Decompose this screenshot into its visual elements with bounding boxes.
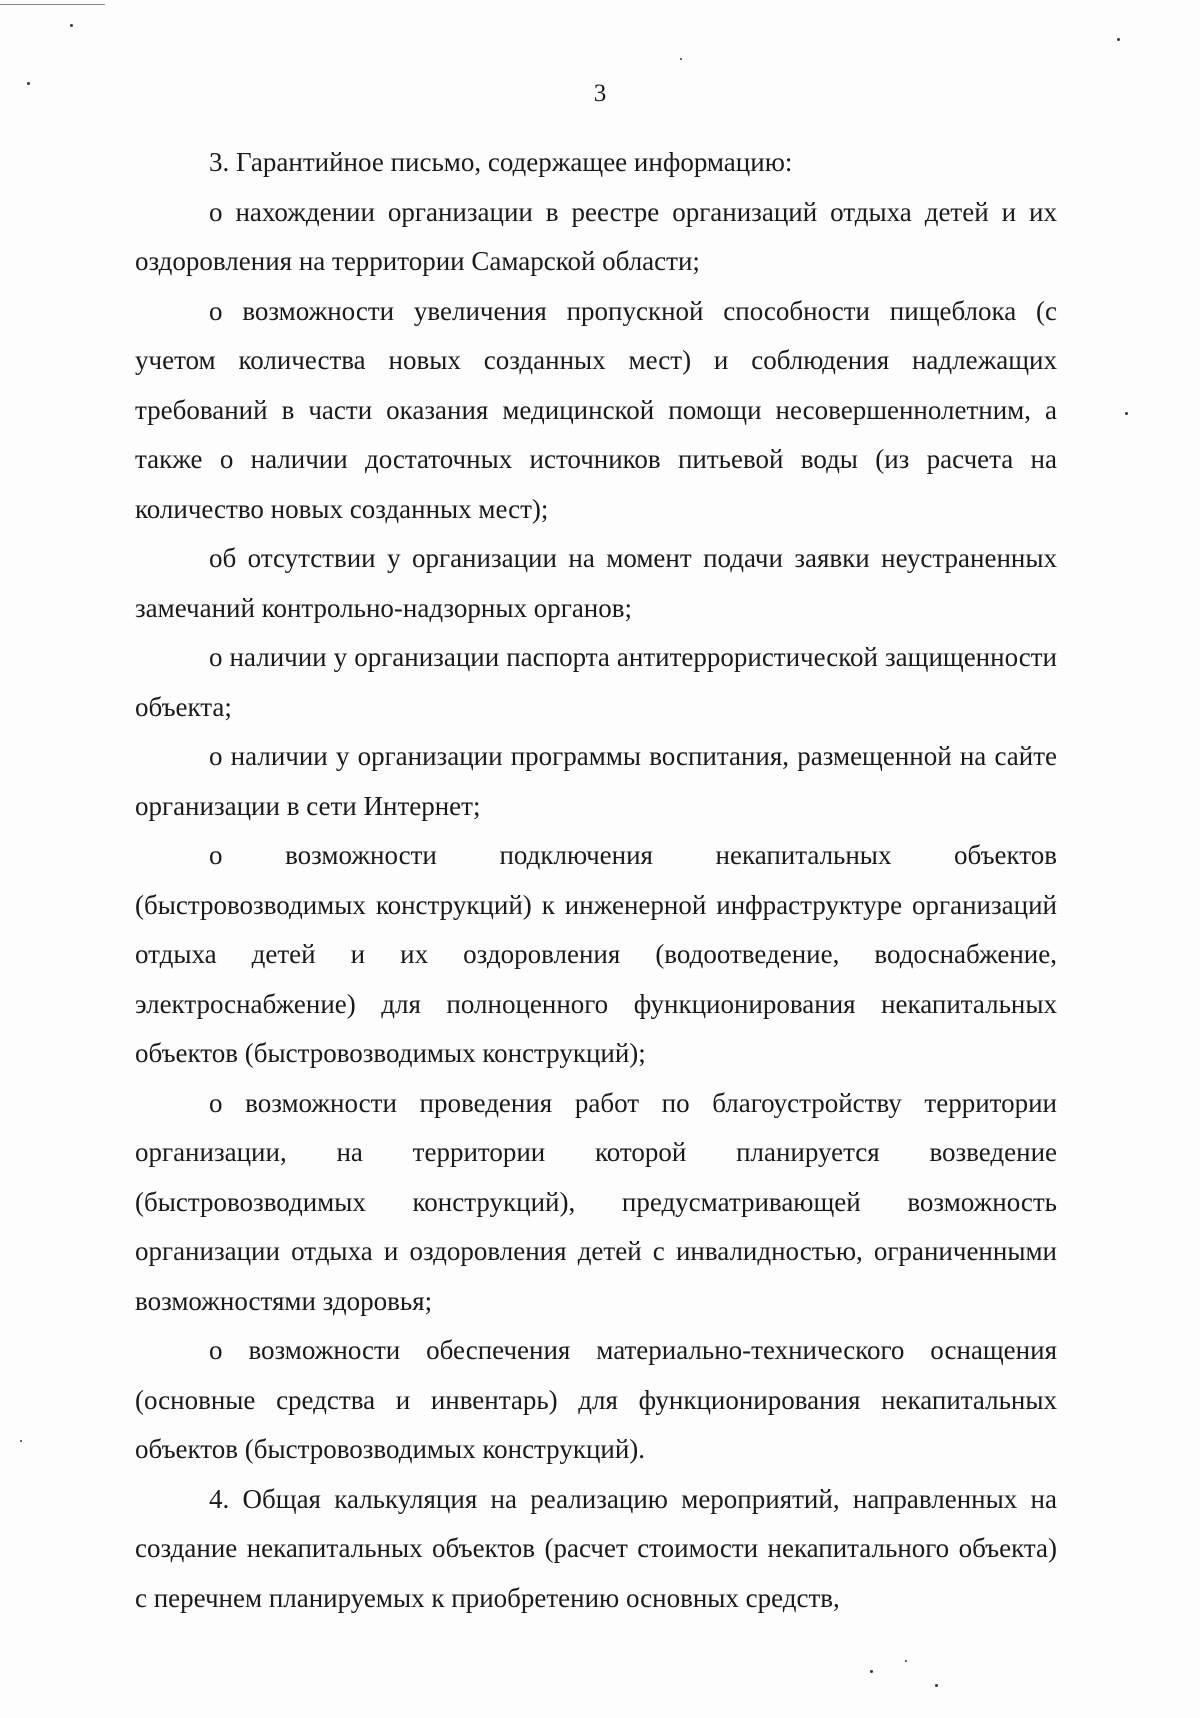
paragraph-infrastructure-connection: о возможности подключения некапитальных объектов (быстровозводимых конструкций) к инженерной инфраструктуре организаций отдыха детей и их оздоровления (водоотведение, водоснабжение, электроснабжение) для полноценного функционирования некапитальных объектов (быстровозводимых конструкций); bbox=[135, 840, 1057, 1068]
scan-speck bbox=[70, 24, 73, 27]
scan-speck bbox=[935, 1684, 938, 1687]
paragraph-antiterror-passport: о наличии у организации паспорта антитеррористической защищенности объекта; bbox=[135, 642, 1057, 722]
paragraph-cost-calculation: 4. Общая калькуляция на реализацию мероприятий, направленных на создание некапитальных объектов (расчет стоимости некапитального объекта) с перечнем планируемых к приобретению основных средств, bbox=[135, 1483, 1057, 1613]
paragraph-registry: о нахождении организации в реестре организаций отдыха детей и их оздоровления на территории Самарской области; bbox=[135, 196, 1057, 276]
document-body bbox=[135, 138, 1057, 1623]
scan-speck bbox=[1117, 38, 1120, 41]
scan-speck bbox=[870, 1670, 873, 1673]
paragraph-no-violations: об отсутствии у организации на момент подачи заявки неустраненных замечаний контрольно-надзорных органов; bbox=[135, 543, 1057, 623]
paragraph-landscaping: о возможности проведения работ по благоустройству территории организации, на территории которой планируется возведение (быстровозводимых конструкций), предусматривающей возможность организации отдыха и оздоровления детей с инвалидностью, ограниченными возможностями здоровья; bbox=[135, 1087, 1057, 1316]
page-number: 3 bbox=[593, 80, 607, 107]
paragraph-equipment: о возможности обеспечения материально-технического оснащения (основные средства и инвентарь) для функционирования некапитальных объектов (быстровозводимых конструкций). bbox=[135, 1335, 1057, 1464]
scan-edge-line bbox=[0, 4, 105, 5]
paragraph-catering-capacity: о возможности увеличения пропускной способности пищеблока (с учетом количества новых созданных мест) и соблюдения надлежащих требований в части оказания медицинской помощи несовершеннолетним, а также о наличии достаточных источников питьевой воды (из расчета на количество новых созданных мест); bbox=[135, 295, 1057, 524]
scan-speck bbox=[905, 1660, 907, 1662]
scan-speck bbox=[1125, 412, 1128, 415]
scan-speck bbox=[20, 1440, 22, 1442]
scan-speck bbox=[680, 58, 682, 60]
paragraph-guarantee-letter: 3. Гарантийное письмо, содержащее информацию: bbox=[209, 147, 793, 177]
paragraph-education-program: о наличии у организации программы воспитания, размещенной на сайте организации в сети Интернет; bbox=[135, 741, 1057, 821]
